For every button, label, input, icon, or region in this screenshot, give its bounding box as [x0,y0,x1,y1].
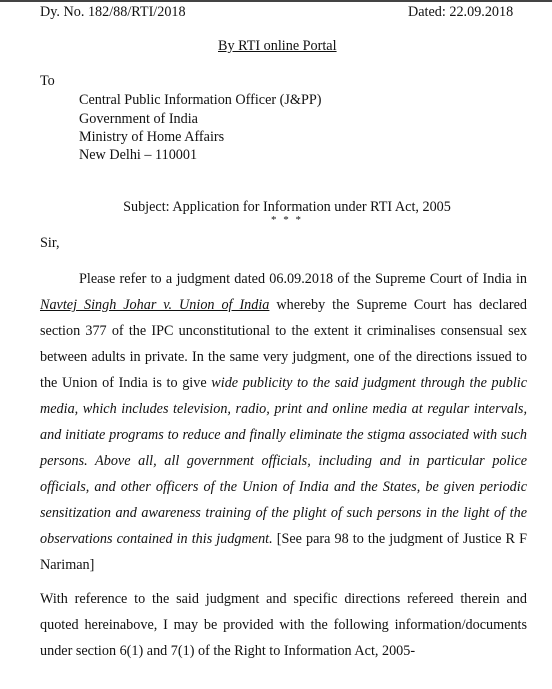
top-border-line [0,0,552,2]
paragraph-1-text-b: whereby the Supreme Court has declared section 377 of the IPC unconstitutional to the extent it criminalises consensual sex between adults in private. In the same very judgment, one of the directions issued to the Union of India is to give [40,297,527,391]
diary-number: Dy. No. 182/88/RTI/2018 [40,4,186,20]
subject-line: Subject: Application for Information under RTI Act, 2005 [123,199,451,215]
address-line-officer: Central Public Information Officer (J&PP) [79,92,322,108]
to-label: To [40,73,55,89]
address-line-ministry: Ministry of Home Affairs [79,129,225,145]
subject-separator: * * * [271,214,303,226]
paragraph-1-citation: [See para 98 to the judgment of Justice R F Nariman] [40,531,527,573]
body-paragraph-2: With reference to the said judgment and specific directions refereed therein and quoted hereinabove, I may be provided with the following information/documents under section 6(1) and 7(1) of the Right to Information Act, 2005- [40,591,527,659]
address-line-city: New Delhi – 110001 [79,147,198,163]
case-name: Navtej Singh Johar v. Union of India [40,297,270,313]
salutation: Sir, [40,235,60,251]
address-line-government: Government of India [79,111,198,127]
paragraph-1-text-a: Please refer to a judgment dated 06.09.2018 of the Supreme Court of India in [79,271,527,287]
submission-mode-heading: By RTI online Portal [218,38,337,54]
quoted-direction: wide publicity to the said judgment through the public media, which includes television, radio, print and online media at regular intervals, and initiate programs to reduce and finally eliminate the stigma associated with such persons. Above all, all government officials, including and in particular police officials, and other officers of the Union of India and the States, be given periodic sensitization and awareness training of the plight of such persons in the light of the observations contained in this judgment. [40,375,527,547]
letter-date: Dated: 22.09.2018 [408,4,514,20]
body-paragraph-1 [40,266,527,578]
